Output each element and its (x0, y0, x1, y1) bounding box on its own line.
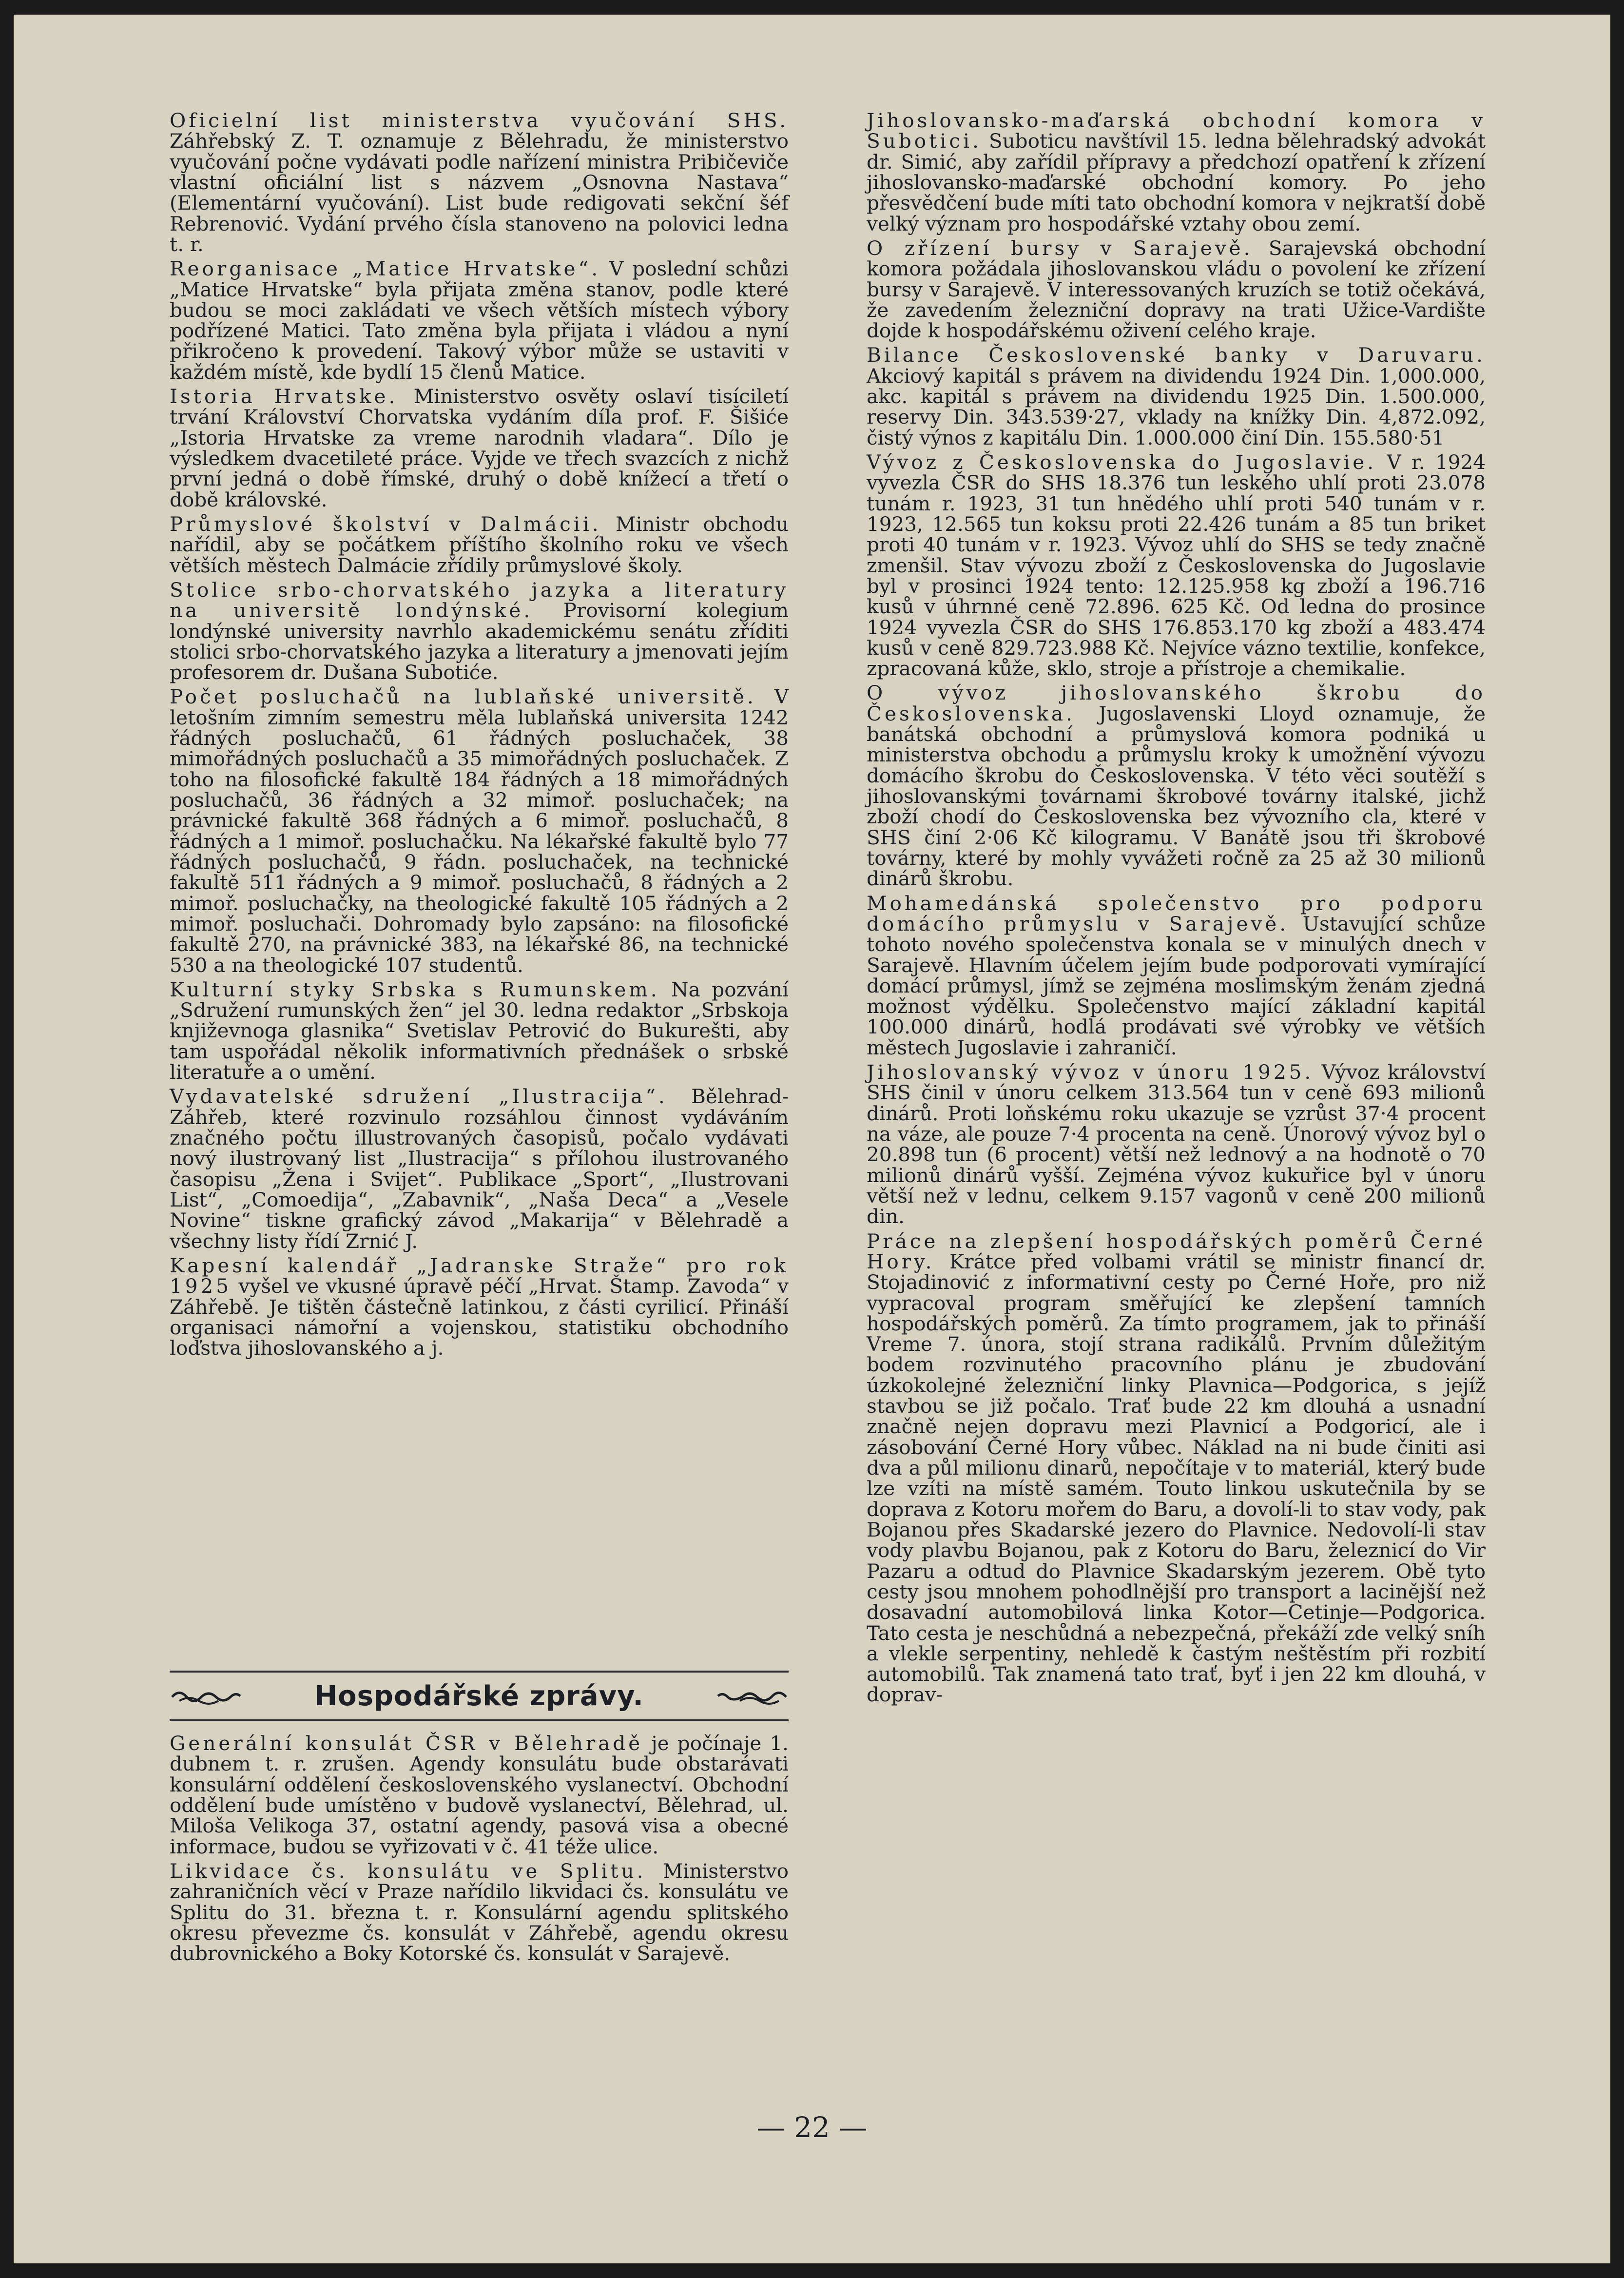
item-body: je počínaje 1. dubnem t. r. zrušen. Agendy konsulátu bude obstarávati konsulární oddělení československého vyslanectví. Obchodní oddělení bude umístěno v budově vyslanectví, Bělehrad, ul. Miloša Velikoga 37, ostatní agendy, pasová visa a obecné informace, budou se vyřizovati v č. 41 téže ulice. (170, 1732, 789, 1858)
news-item (867, 682, 1486, 889)
news-item (867, 452, 1486, 679)
item-body: Ministerstvo zahraničních věcí v Praze nařídilo likvidaci čs. konsulátu ve Splitu do 31. března t. r. Konsulární agendu splitského okresu převezme čs. konsulát v Záhřebě, agendu okresu dubrovnického a Boky Kotorské čs. konsulát v Sarajevě. (170, 1859, 789, 1966)
item-body: Sarajevská obchodní komora požádala jihoslovanskou vládu o povolení ke zřízení bursy v Sarajevě. V interessovaných kruzích se totiž očekává, že zavedením železniční dopravy na trati Užice-Vardište dojde k hospodářskému oživení celého kraje. (867, 236, 1486, 343)
news-item (170, 110, 789, 254)
news-item (170, 1733, 789, 1857)
item-heading: Průmyslové školství v Dalmácii. (170, 512, 601, 536)
news-item (170, 386, 789, 510)
news-item (170, 686, 789, 975)
item-heading: Oficielní list ministerstva vyučování SHS. (170, 109, 789, 132)
item-body: vyšel ve vkusné úpravě péčí „Hrvat. Štamp. Zavoda“ v Záhřebě. Je tištěn částečně latinkou, z části cyrilicí. Přináší organisaci námořní a vojenskou, statistiku obchodního loďstva jihoslovanského a j. (170, 1274, 789, 1360)
item-body: Vývoz království SHS činil v únoru celkem 313.564 tun v ceně 693 milionů dinárů. Proti loňskému roku ukazuje se vzrůst 37·4 procent na váze, ale pouze 7·4 procenta na ceně. Únorový vývoz byl o 20.898 tun (6 procent) větší než lednový a na hodnotě o 70 milionů dinárů vyšší. Zejména vývoz kukuřice byl v únoru větší než v lednu, celkem 9.157 vagonů v ceně 200 milionů din. (867, 1060, 1486, 1228)
page-number: — 22 — (756, 2111, 868, 2144)
right-column (867, 110, 1486, 1709)
item-heading: Vývoz z Československa do Jugoslavie. (867, 450, 1377, 474)
item-heading: Mohamedánská společenstvo pro podporu domácího průmyslu v Sarajevě. (867, 891, 1486, 935)
item-heading: Práce na zlepšení hospodářských poměrů Černé Hory. (867, 1229, 1486, 1273)
news-item (170, 979, 789, 1083)
left-column (170, 110, 789, 1362)
item-heading: Kapesní kalendář „Jadranske Straže“ pro rok 1925 (170, 1253, 789, 1298)
right-ornament-icon (715, 1686, 789, 1706)
news-item (867, 1062, 1486, 1227)
item-heading: Generální konsulát ČSR v Bělehradě (170, 1732, 643, 1755)
section-heading: Hospodářské zprávy. (314, 1680, 644, 1712)
item-body: Akciový kapitál s právem na dividendu 1924 Din. 1,000.000, akc. kapitál s právem na dividendu 1925 Din. 1.500.000, reservy Din. 343.539·27, vklady na knížky Din. 4,872.092, čistý výnos z kapitálu Din. 1.000.000 činí Din. 155.580·51 (867, 364, 1486, 449)
news-item (867, 110, 1486, 234)
item-body: Suboticu navštívil 15. ledna bělehradský advokát dr. Simić, aby zařídil přípravy a předchozí opatření k zřízení jihoslovansko-maďarské obchodní komory. Po jeho přesvědčení bude míti tato obchodní komora v nejkratší době velký význam pro hospodářské vztahy obou zemí. (867, 129, 1486, 235)
news-item (867, 1231, 1486, 1705)
item-body: Jugoslavenski Lloyd oznamuje, že banátská obchodní a průmyslová komora podniká u ministerstva obchodu a průmyslu kroky k umožnění vývozu domácího škrobu do Československa. V této věci soutěží s jihoslovanskými továrnami škrobové továrny italské, jichž zboží chodí do Československa bez vývozního cla, které v SHS činí 2·06 Kč kilogramu. V Banátě jsou tři škrobové továrny, které by mohly vyvážeti ročně za 25 až 30 milionů dinárů škrobu. (867, 701, 1486, 891)
item-heading: Likvidace čs. konsulátu ve Splitu. (170, 1859, 646, 1883)
item-heading: Reorganisace „Matice Hrvatske“. (170, 257, 601, 281)
news-item (170, 258, 789, 382)
news-item (170, 580, 789, 683)
item-body: Bělehrad-Záhřeb, které rozvinulo rozsáhlou činnost vydáváním značného počtu illustrovaných časopisů, počalo vydávati nový ilustrovaný list „Ilustracija“ s přílohou ilustrovaného časopisu „Žena i Svijet“. Publikace „Sport“, „Ilustrovani List“, „Comoedija“, „Zabavnik“, „Naša Deca“ a „Vesele Novine“ tiskne grafický závod „Makarija“ v Bělehradě a všechny listy řídí Zrnić J. (170, 1085, 789, 1253)
item-heading: Počet posluchačů na lublaňské universitě. (170, 685, 756, 709)
news-item (170, 514, 789, 576)
item-heading: Kulturní styky Srbska s Rumunskem. (170, 977, 660, 1001)
item-heading: Istoria Hrvatske. (170, 385, 398, 409)
item-body: Záhřebský Z. T. oznamuje z Bělehradu, že ministerstvo vyučování počne vydávati podle nařízení ministra Pribičeviče vlastní oficiální list s názvem „Osnovna Nastava“ (Elementární vyučování). List bude redigovati sekční šéf Rebrenović. Vydání prvého čísla stanoveno na polovici ledna t. r. (170, 129, 789, 256)
news-item (867, 893, 1486, 1058)
section-heading-bar (170, 1671, 789, 1721)
item-heading: Jihoslovansko-maďarská obchodní komora v Subotici. (867, 109, 1486, 153)
item-body: Krátce před volbami vrátil se ministr financí dr. Stojadinović z informativní cesty po Černé Hoře, pro niž vypracoval program směřující ke zlepšení tamních hospodářských poměrů. Za tímto programem, jak to přináší Vreme 7. února, stojí strana radikálů. Prvním důležitým bodem rozvinutého pracovního plánu je zbudování úzkokolejné železniční linky Plavnica—Podgorica, s jejíž stavbou se již počalo. Trať bude 22 km dlouhá a usnadní značně nejen dopravu mezi Plavnicí a Podgoricí, ale i zásobování Černé Hory vůbec. Náklad na ni bude činiti asi dva a půl milionu dinarů, nepočítaje v to materiál, který bude lze vzíti na místě samém. Touto linkou uskutečnila by se doprava z Kotoru mořem do Baru, a dovolí-li to stav vody, pak Bojanou přes Skadarské jezero do Plavnice. Nedovolí-li stav vody plavbu Bojanou, pak z Kotoru do Baru, železnicí do Vir Pazaru a odtud do Plavnice Skadarským jezerem. Obě tyto cesty jsou mnohem pohodlnější pro transport a lacinější než dosavadní automobilová linka Kotor—Cetinje—Podgorica. Tato cesta je neschůdná a nebezpečná, překáží zde velký sníh a vlekle serpentiny, nehledě k častým neštěstím při rozbití automobilů. Tak znamená tato trať, byť i jen 22 km dlouhá, v doprav- (867, 1249, 1486, 1707)
news-item (867, 345, 1486, 448)
item-heading: Vydavatelské sdružení „Ilustracija“. (170, 1085, 668, 1109)
news-item (867, 238, 1486, 341)
news-item (170, 1861, 789, 1964)
news-item (170, 1086, 789, 1251)
left-ornament-icon (170, 1686, 243, 1706)
item-body: Ministerstvo osvěty oslaví tisíciletí trvání Království Chorvatska vydáním díla prof. F. Šišiće „Istoria Hrvatske za vreme narodnih vladara“. Dílo je výsledkem dvacetileté práce. Vyjde ve třech svazcích z nichž první jedná o době římské, druhý o době knížecí a třetí o době královské. (170, 385, 789, 511)
item-body: Na pozvání „Sdružení rumunských žen“ jel 30. ledna redaktor „Srbskoja književnoga glasnika“ Svetislav Petrović do Bukurešti, aby tam uspořádal několik informativních přednášek o srbské literatuře a o umění. (170, 977, 789, 1084)
page (14, 15, 1610, 2263)
item-heading: O vývoz jihoslovanského škrobu do Československa. (867, 681, 1486, 725)
item-heading: Jihoslovanský vývoz v únoru 1925. (867, 1060, 1314, 1084)
left-column-economic (170, 1733, 789, 1967)
item-body: V poslední schůzi „Matice Hrvatske“ byla přijata změna stanov, podle které budou se moci zakládati ve všech větších místech výbory podřízené Matici. Tato změna byla přijata i vládou a nyní přikročeno k provedení. Takový výbor může se ustaviti v každém místě, kde bydlí 15 členů Matice. (170, 257, 789, 384)
item-heading: O zřízení bursy v Sarajevě. (867, 236, 1253, 260)
item-body: Provisorní kolegium londýnské university navrhlo akademickému senátu zříditi stolici srbo-chorvatského jazyka a literatury a jmenovati jejím profesorem dr. Dušana Subotiće. (170, 599, 789, 684)
item-body: V letošním zimním semestru měla lublaňská universita 1242 řádných posluchačů, 61 řádných posluchaček, 38 mimořádných posluchačů a 35 mimořádných posluchaček. Z toho na filosofické fakultě 184 řádných a 18 mimořádných posluchačů, 36 řádných a 32 mimoř. posluchaček; na právnické fakultě 368 řádných a 6 mimoř. posluchačů, 8 řádných a 1 mimoř. posluchačku. Na lékařské fakultě bylo 77 řádných posluchačů, 9 řádn. posluchaček, na technické fakultě 511 řádných a 9 mimoř. posluchačů, 8 řádných a 2 mimoř. posluchačky, na theologické fakultě 105 řádných a 2 mimoř. posluchači. Dohromady bylo zapsáno: na filosofické fakultě 270, na právnické 383, na lékařské 86, na technické 530 a na theologické 107 studentů. (170, 685, 789, 977)
item-body: Ustavující schůze tohoto nového společenstva konala se v minulých dnech v Sarajevě. Hlavním účelem jejím bude podporovati vymírající domácí průmysl, jímž se zejména moslimským ženám zjedná možnost výdělku. Společenstvo mající základní kapitál 100.000 dinárů, hodlá prodávati své výrobky ve větších městech Jugoslavie i zahraničí. (867, 912, 1486, 1059)
item-body: Ministr obchodu nařídil, aby se počátkem příštího školního roku ve všech větších městech Dalmácie zřídily průmyslové školy. (170, 512, 789, 577)
news-item (170, 1255, 789, 1359)
item-body: V r. 1924 vyvezla ČSR do SHS 18.376 tun leského uhlí proti 23.078 tunám r. 1923, 31 tun hnědého uhlí proti 540 tunám v r. 1923, 12.565 tun koksu proti 22.426 tunám a 85 tun briket proti 40 tunám v r. 1923. Vývoz uhlí do SHS se tedy značně zmenšil. Stav vývozu zboží z Československa do Jugoslavie byl v prosinci 1924 tento: 12.125.958 kg zboží a 196.716 kusů v úhrnné ceně 72.896. 625 Kč. Od ledna do prosince 1924 vyvezla ČSR do SHS 176.853.170 kg zboží a 483.474 kusů v ceně 829.723.988 Kč. Nejvíce vázno textilie, konfekce, zpracovaná kůže, sklo, stroje a přístroje a chemikalie. (867, 450, 1486, 681)
item-heading: Bilance Československé banky v Daruvaru. (867, 343, 1486, 367)
item-heading: Stolice srbo-chorvatského jazyka a literatury na universitě londýnské. (170, 578, 789, 623)
